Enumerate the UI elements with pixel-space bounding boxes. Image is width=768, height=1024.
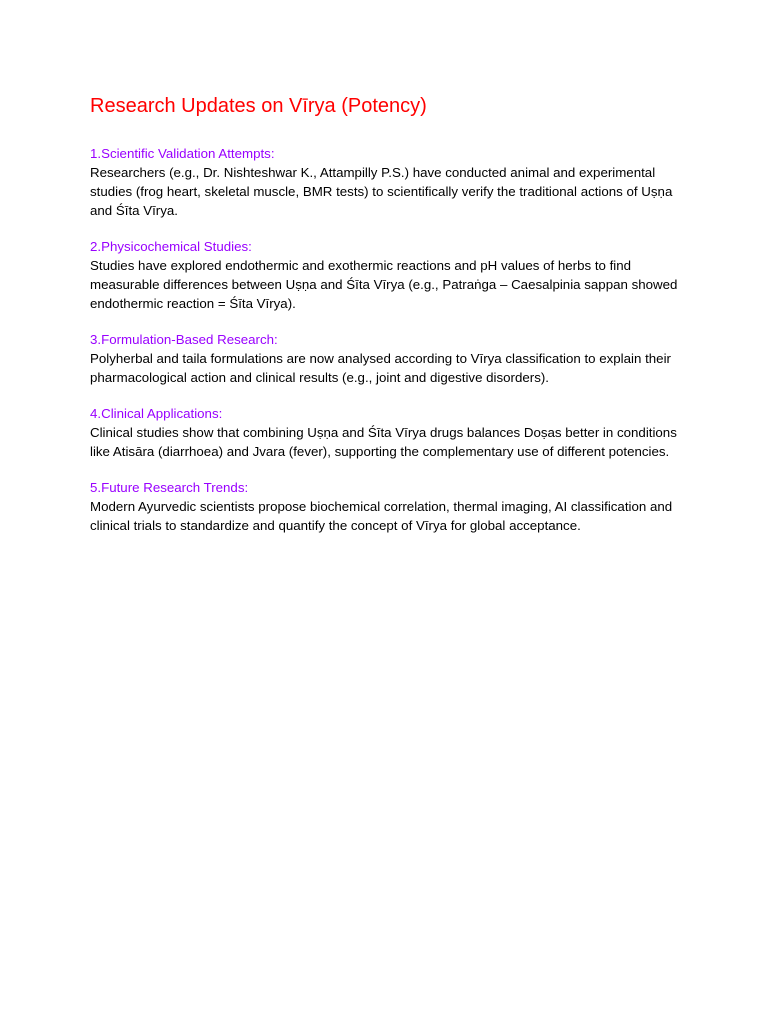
section-heading: 2.Physicochemical Studies:	[90, 239, 252, 254]
section-body: Researchers (e.g., Dr. Nishteshwar K., Attampilly P.S.) have conducted animal and experimental studies (frog heart, skeletal muscle, BMR tests) to scientifically verify the traditional actions of Uṣṇa and Śīta Vīrya.	[90, 165, 673, 218]
section-formulation-research	[90, 330, 690, 387]
section-body: Studies have explored endothermic and exothermic reactions and pH values of herbs to find measurable differences between Uṣṇa and Śīta Vīrya (e.g., Patraṅga – Caesalpinia sappan showed endothermic reaction = Śīta Vīrya).	[90, 258, 678, 311]
section-body: Clinical studies show that combining Uṣṇa and Śīta Vīrya drugs balances Doṣas better in conditions like Atisāra (diarrhoea) and Jvara (fever), supporting the complementary use of different potencies.	[90, 425, 677, 459]
section-heading: 3.Formulation-Based Research:	[90, 332, 278, 347]
section-scientific-validation	[90, 144, 690, 220]
section-body: Polyherbal and taila formulations are now analysed according to Vīrya classification to explain their pharmacological action and clinical results (e.g., joint and digestive disorders).	[90, 351, 671, 385]
section-physicochemical-studies	[90, 237, 690, 313]
section-future-trends	[90, 478, 690, 535]
document-content	[90, 92, 690, 552]
page-title: Research Updates on Vīrya (Potency)	[90, 95, 427, 117]
section-heading: 5.Future Research Trends:	[90, 480, 249, 495]
section-heading: 4.Clinical Applications:	[90, 406, 223, 421]
section-heading: 1.Scientific Validation Attempts:	[90, 146, 275, 161]
section-clinical-applications	[90, 404, 690, 461]
section-body: Modern Ayurvedic scientists propose biochemical correlation, thermal imaging, AI classification and clinical trials to standardize and quantify the concept of Vīrya for global acceptance.	[90, 499, 673, 533]
